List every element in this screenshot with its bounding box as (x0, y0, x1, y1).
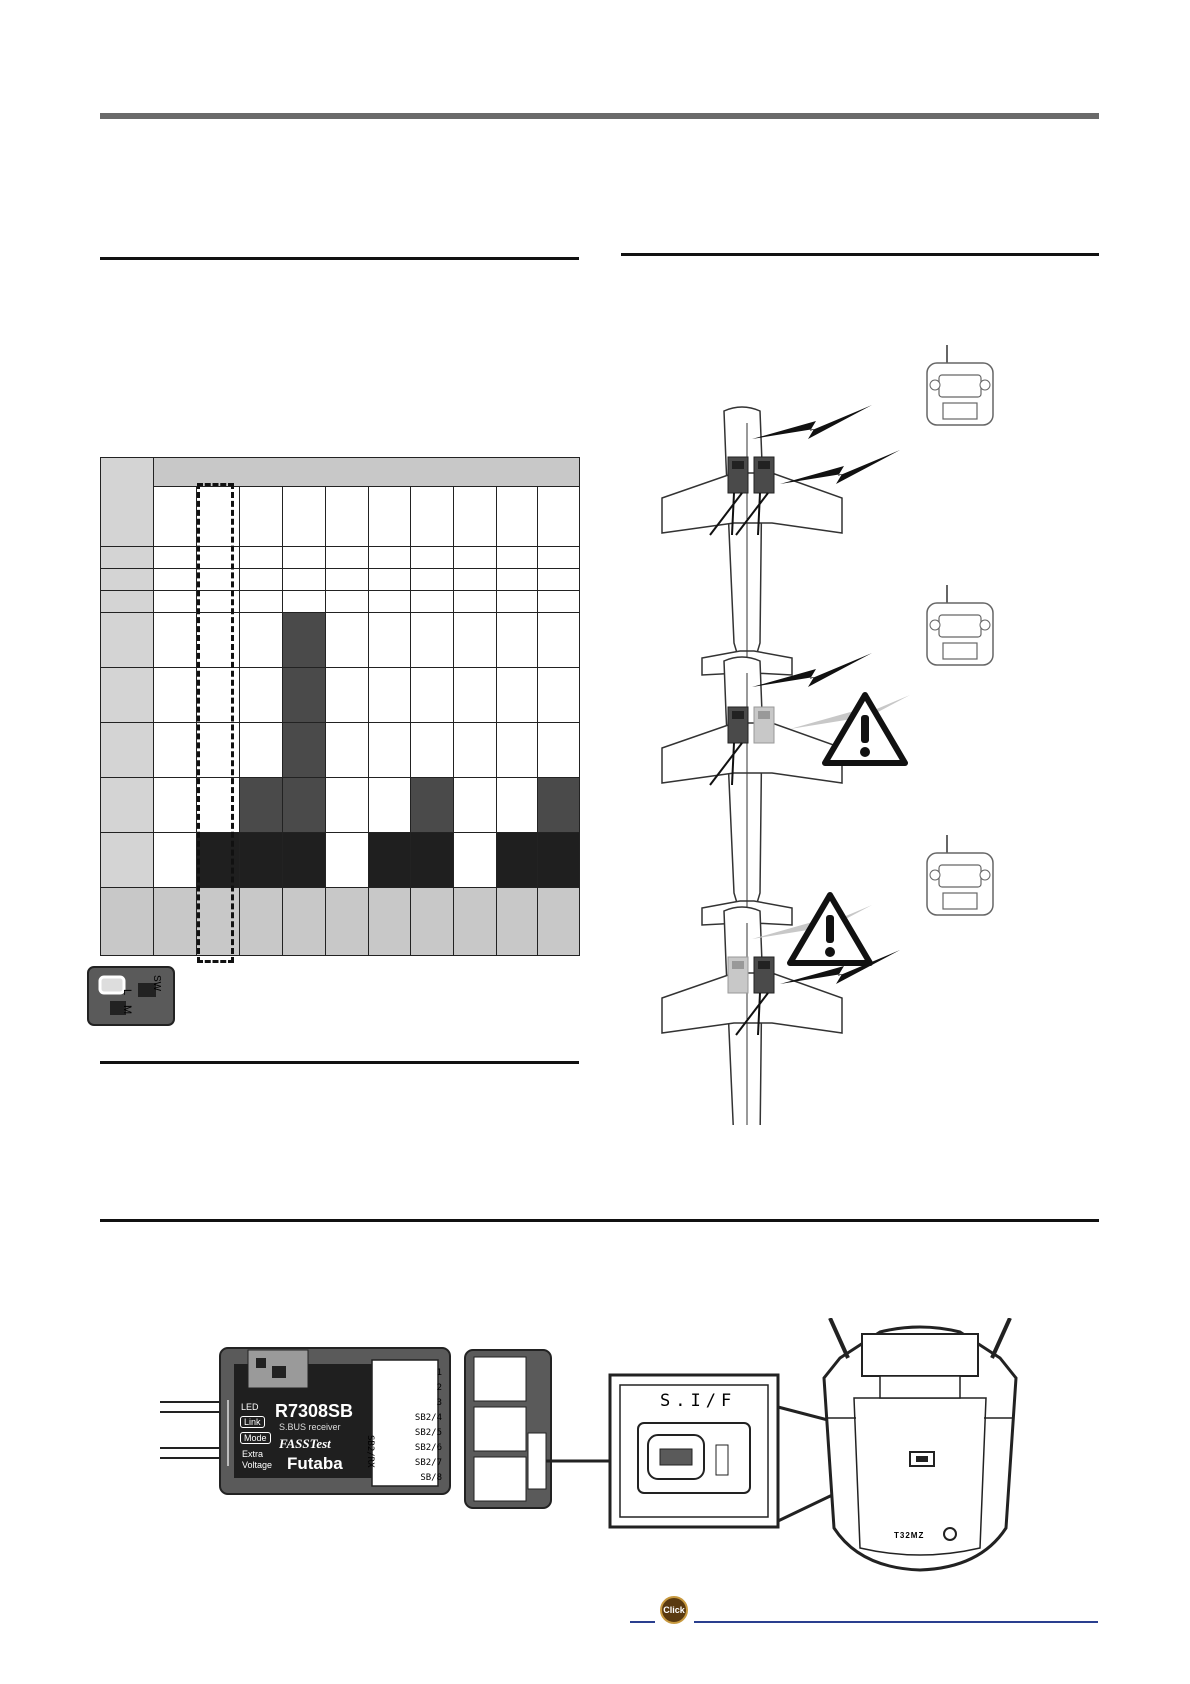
table-row (101, 613, 580, 668)
table-row (101, 547, 580, 569)
footer-line-left (630, 1621, 655, 1623)
section-rule-bottom (100, 1219, 1099, 1222)
section-rule-right (621, 253, 1099, 256)
dual-receiver-diagram (640, 335, 1100, 1125)
port-label: SB2/6 (414, 1443, 442, 1453)
port-label: 1 (436, 1368, 442, 1378)
switch-label-m: M (121, 1005, 133, 1015)
port-label: SB2/4 (414, 1413, 442, 1423)
top-rule (100, 113, 1099, 119)
receiver-type-label: S.BUS receiver (279, 1422, 341, 1432)
table-row (101, 569, 580, 591)
port-label: SB2/5 (414, 1428, 442, 1438)
table-row (101, 591, 580, 613)
receiver-ports (392, 1366, 442, 1486)
table-row (101, 778, 580, 833)
table-header-row (101, 458, 580, 487)
port-label: 2 (436, 1383, 442, 1393)
receiver-mode-label: Mode (240, 1432, 271, 1444)
channel-mode-table (100, 457, 580, 956)
receiver-link-label: Link (240, 1416, 265, 1428)
receiver-fasst-logo: FASSTest (279, 1436, 331, 1451)
receiver-switch-illustration (86, 965, 176, 1027)
port-label: 3 (436, 1398, 442, 1408)
footer-line (694, 1621, 1098, 1623)
receiver-led-label: LED (241, 1402, 259, 1412)
click-button-label: Click (663, 1605, 685, 1615)
receiver-voltage-label: Voltage (242, 1460, 273, 1470)
table-subheader-row (101, 487, 580, 547)
table-row (101, 668, 580, 723)
port-group-label: SB2/RX (365, 1435, 375, 1468)
port-label: SB/8 (420, 1473, 442, 1483)
switch-label-l: L (121, 989, 133, 996)
highlighted-column-outline (197, 483, 234, 963)
click-button[interactable] (660, 1596, 688, 1624)
receiver-model-label: R7308SB (275, 1401, 354, 1421)
receiver-extra-label: Extra (242, 1449, 264, 1459)
table-row (101, 723, 580, 778)
table-row (101, 888, 580, 956)
table-row (101, 833, 580, 888)
section-rule-left (100, 257, 579, 260)
table-corner-cell (101, 458, 154, 547)
switch-label-sw: SW (151, 975, 162, 992)
receiver-brand-label: Futaba (287, 1454, 343, 1473)
section-rule-left-lower (100, 1061, 579, 1064)
port-label: SB2/7 (414, 1458, 442, 1468)
transmitter-model-text: T32MZ (894, 1531, 925, 1540)
sif-port-label: S.I/F (660, 1391, 737, 1411)
